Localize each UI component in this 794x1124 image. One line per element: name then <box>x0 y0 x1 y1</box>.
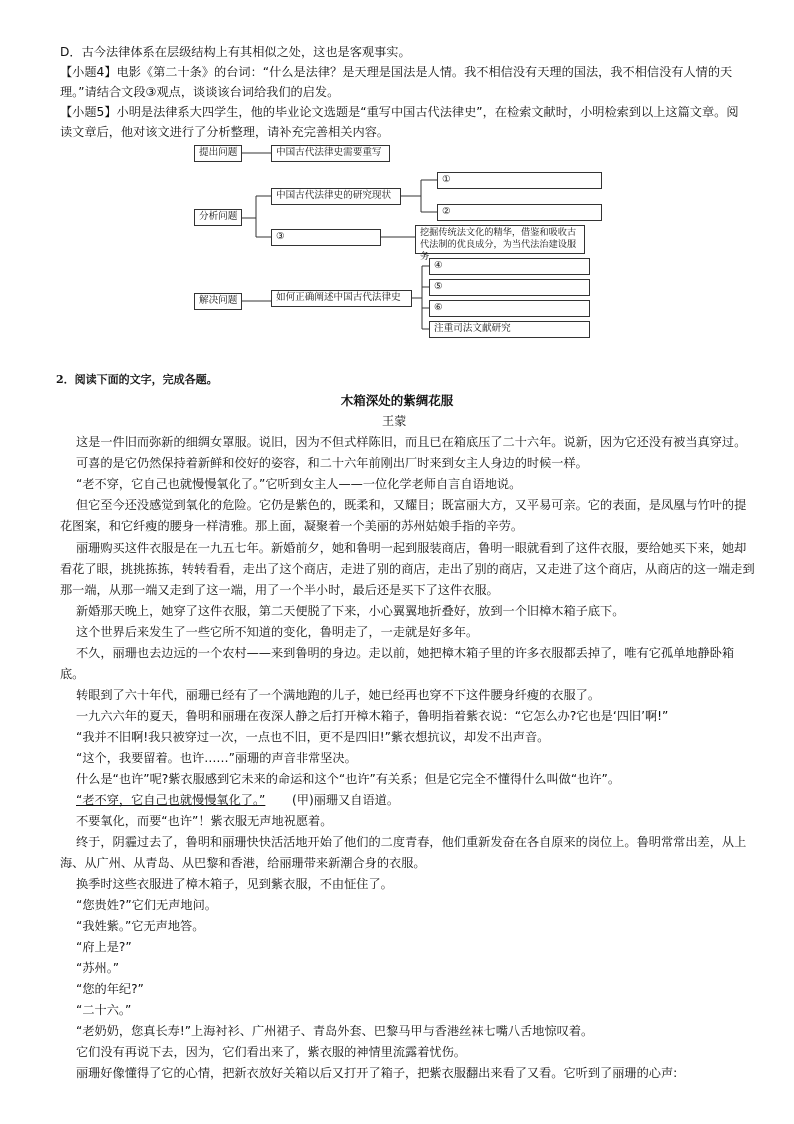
stage-raise-problem: 提出问题 <box>194 145 242 162</box>
passage-line-1: 这是一件旧而弥新的细绸女罩服。说旧，因为不但式样陈旧，而且已在箱底压了二十六年。说新，因为它还没有被当真穿过。 <box>76 435 747 449</box>
question-5-line-2: 读文章后，他对该文进行了分析整理，请补充完善相关内容。 <box>60 125 390 139</box>
passage-line-30: 它们没有再说下去，因为，它们看出来了，紫衣服的神情里流露着忧伤。 <box>76 1045 466 1059</box>
passage-line-28: “二十六。” <box>76 1003 132 1017</box>
research-status-box: 中国古代法律史的研究现状 <box>271 188 401 205</box>
passage-line-5: 花图案，和它纤瘦的腰身一样清雅。那上面，凝聚着一个美丽的苏州姑娘手指的辛劳。 <box>60 519 524 533</box>
passage-line-2: 可喜的是它仍然保持着新鲜和佼好的姿容，和二十六年前刚出厂时来到女主人身边的时候一样。 <box>76 456 588 470</box>
passage-line-7: 看花了眼，挑挑拣拣，转转看看，走出了这个商店，走进了别的商店，走出了别的商店，又走进了这个商店，从商店的这一端走到 <box>60 562 755 576</box>
section-2-heading: 2．阅读下面的文字，完成各题。 <box>56 373 218 386</box>
passage-line-22: 换季时这些衣服进了樟木箱子，见到紫衣服，不由怔住了。 <box>76 877 393 891</box>
passage-line-17: 什么是“也许”呢?紫衣服感到它未来的命运和这个“也许”有关系；但是它完全不懂得什么叫做“也许”。 <box>76 772 621 786</box>
passage-line-14: 一九六六年的夏天，鲁明和丽珊在夜深人静之后打开樟木箱子，鲁明指着紫衣说：“它怎么办?它也是‘四旧’啊!” <box>76 709 669 723</box>
passage-line-19: 不要氧化，而要“也许”！紫衣服无声地祝愿着。 <box>76 814 333 828</box>
question-4-line-2: 理。”请结合文段③观点，谈谈该台词给我们的启发。 <box>60 85 340 99</box>
passage-line-18-underlined: “老不穿，它自己也就慢慢氧化了。” <box>76 793 266 807</box>
passage-line-12: 底。 <box>60 667 85 681</box>
passage-line-31: 丽珊好像懂得了它的心情，把新衣放好关箱以后又打开了箱子，把紫衣服翻出来看了又看。它听到了丽珊的心声: <box>76 1066 678 1080</box>
raise-problem-content: 中国古代法律史需要重写 <box>271 145 390 162</box>
passage-line-9: 新婚那天晚上，她穿了这件衣服，第二天便脱了下来，小心翼翼地折叠好，放到一个旧樟木箱子底下。 <box>76 604 625 618</box>
passage-title: 木箱深处的紫绸花服 <box>340 393 454 408</box>
blank-1-box[interactable]: ① <box>437 172 602 189</box>
blank-2-box[interactable]: ② <box>437 204 602 221</box>
passage-line-15: “我并不旧啊!我只被穿过一次，一点也不旧，更不是四旧!”紫衣想抗议，却发不出声音。 <box>76 730 550 744</box>
analysis-result-box: 挖掘传统法文化的精华，借鉴和吸收古代法制的优良成分，为当代法治建设服务 <box>415 225 585 254</box>
blank-3-box[interactable]: ③ <box>271 229 381 246</box>
stage-solve-problem: 解决问题 <box>194 293 242 310</box>
passage-line-10: 这个世界后来发生了一些它所不知道的变化，鲁明走了，一走就是好多年。 <box>76 625 479 639</box>
question-4-line-1: 【小题4】电影《第二十条》的台词：“什么是法律？是天理是国法是人情。我不相信没有天理的国法，我不相信没有人情的天 <box>60 65 733 79</box>
blank-4-box[interactable]: ④ <box>429 258 590 275</box>
blank-6-box[interactable]: ⑥ <box>429 300 590 317</box>
passage-line-26: “苏州。” <box>76 961 120 975</box>
question-5-line-1: 【小题5】小明是法律系大四学生，他的毕业论文选题是“重写中国古代法律史”，在检索文献时，小明检索到以上这篇文章。阅 <box>60 105 739 119</box>
passage-line-8: 那一端，从那一端又走到了这一端，用了一个半小时，最后还是买下了这件衣服。 <box>60 583 499 597</box>
judicial-docs-box: 注重司法文献研究 <box>429 321 590 338</box>
passage-line-16: “这个，我要留着。也许……”丽珊的声音非常坚决。 <box>76 751 357 765</box>
passage-line-25: “府上是?” <box>76 940 132 954</box>
passage-line-24: “我姓紫。”它无声地答。 <box>76 919 205 933</box>
passage-line-6: 丽珊购买这件衣服是在一九五七年。新婚前夕，她和鲁明一起到服装商店，鲁明一眼就看到了这件衣服，要给她买下来，她却 <box>76 541 747 555</box>
passage-line-18-tail: (甲)丽珊又自语道。 <box>292 793 400 807</box>
passage-line-11: 不久，丽珊也去边远的一个农村——来到鲁明的身边。走以前，她把樟木箱子里的许多衣服都丢掉了，唯有它孤单地静卧箱 <box>76 646 735 660</box>
passage-line-21: 海、从广州、从青岛、从巴黎和香港，给丽珊带来新潮合身的衣服。 <box>60 856 426 870</box>
passage-line-13: 转眼到了六十年代，丽珊已经有了一个满地跑的儿子，她已经再也穿不下这件腰身纤瘦的衣服了。 <box>76 688 601 702</box>
passage-line-20: 终于，阴霾过去了，鲁明和丽珊快快活活地开始了他们的二度青春，他们重新发奋在各自原来的岗位上。鲁明常常出差，从上 <box>76 835 747 849</box>
passage-line-4: 但它至今还没感觉到氧化的危险。它仍是紫色的，既柔和，又耀目；既富丽大方，又平易可亲。它的表面，是凤凰与竹叶的提 <box>76 498 747 512</box>
passage-line-29: “老奶奶，您真长寿!”上海衬衫、广州裙子、青岛外套、巴黎马甲与香港丝袜七嘴八舌地惊叹着。 <box>76 1024 594 1038</box>
passage-line-23: “您贵姓?”它们无声地问。 <box>76 898 217 912</box>
stage-analyze-problem: 分析问题 <box>194 209 242 226</box>
blank-5-box[interactable]: ⑤ <box>429 279 590 296</box>
option-d-line: D．古今法律体系在层级结构上有其相似之处，这也是客观事实。 <box>60 45 411 59</box>
passage-line-27: “您的年纪?” <box>76 982 144 996</box>
passage-author: 王蒙 <box>382 414 407 428</box>
solve-problem-content: 如何正确阐述中国古代法律史 <box>271 290 412 307</box>
passage-line-3: “老不穿，它自己也就慢慢氧化了。”它听到女主人——一位化学老师自言自语地说。 <box>76 477 522 491</box>
